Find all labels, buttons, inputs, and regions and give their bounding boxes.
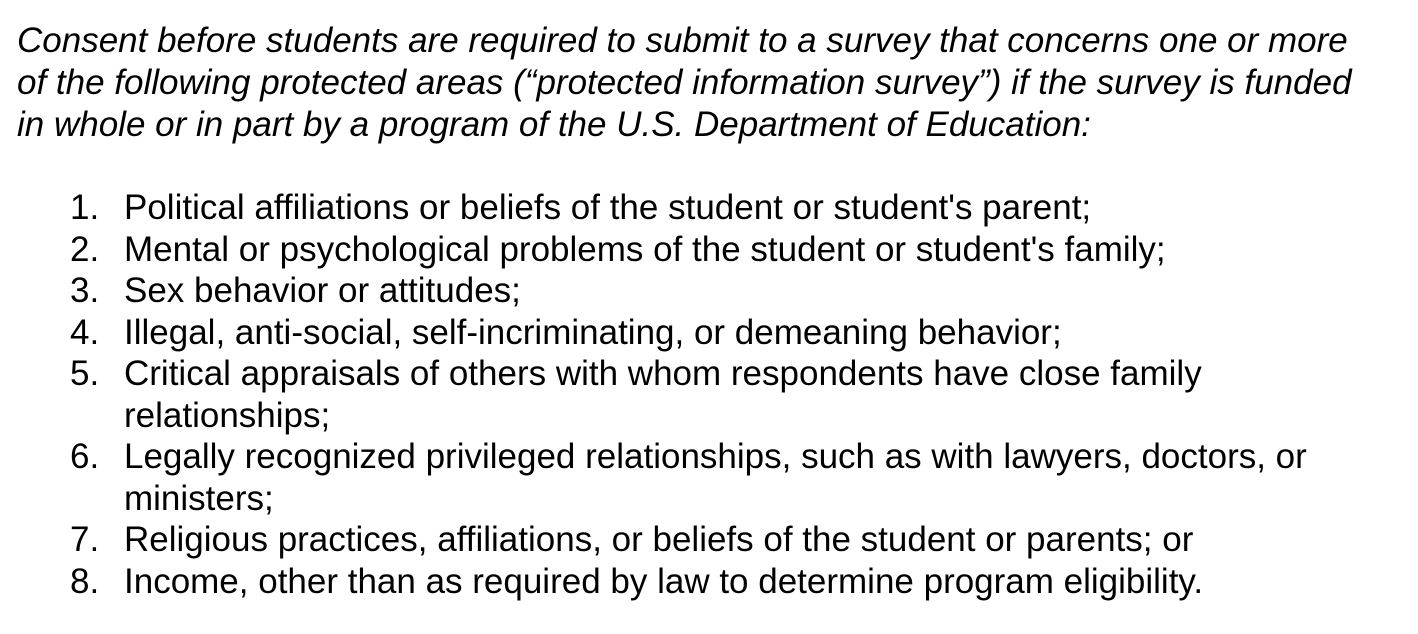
list-item-text xyxy=(124,229,1418,271)
list-item-line: Critical appraisals of others with whom respondents have close family xyxy=(124,354,1202,393)
list-item xyxy=(0,519,1418,561)
list-item-number: 8. xyxy=(70,561,100,601)
list-item-text xyxy=(124,436,1418,519)
list-item-line: Income, other than as required by law to determine program eligibility. xyxy=(124,561,1204,601)
list-item-line: relationships; xyxy=(124,395,331,435)
list-item-number: 7. xyxy=(70,520,100,559)
list-item xyxy=(0,353,1418,436)
list-item xyxy=(0,229,1418,271)
protected-areas-list xyxy=(0,187,1418,602)
list-item-number: 6. xyxy=(70,437,100,476)
list-item-line: ministers; xyxy=(124,478,274,518)
list-item-text xyxy=(124,270,1418,312)
intro-line: of the following protected areas (“protected information survey”) if the survey is funded xyxy=(17,63,1352,102)
list-item-line: Religious practices, affiliations, or beliefs of the student or parents; or xyxy=(124,520,1194,559)
list-item-number: 1. xyxy=(70,188,100,227)
list-item-line: Political affiliations or beliefs of the student or student's parent; xyxy=(124,188,1092,227)
intro-line: Consent before students are required to submit to a survey that concerns one or more xyxy=(17,21,1348,60)
list-item-number: 5. xyxy=(70,354,100,393)
list-item xyxy=(0,436,1418,519)
intro-line: in whole or in part by a program of the U.S. Department of Education: xyxy=(17,105,1091,144)
list-item xyxy=(0,187,1418,229)
list-item-number: 2. xyxy=(70,229,100,269)
list-item-line: Sex behavior or attitudes; xyxy=(124,271,521,310)
list-item-number: 4. xyxy=(70,312,100,352)
list-item-text xyxy=(124,519,1418,561)
list-item-text xyxy=(124,312,1418,354)
list-item-text xyxy=(124,187,1418,229)
list-item xyxy=(0,561,1418,603)
list-item xyxy=(0,270,1418,312)
list-item-text xyxy=(124,353,1418,436)
list-item-line: Legally recognized privileged relationships, such as with lawyers, doctors, or xyxy=(124,437,1307,476)
list-item xyxy=(0,312,1418,354)
list-item-line: Mental or psychological problems of the student or student's family; xyxy=(124,229,1166,269)
list-item-line: Illegal, anti-social, self-incriminating, or demeaning behavior; xyxy=(124,312,1062,352)
list-item-number: 3. xyxy=(70,271,100,310)
intro-paragraph xyxy=(17,20,1412,146)
list-item-text xyxy=(124,561,1418,603)
